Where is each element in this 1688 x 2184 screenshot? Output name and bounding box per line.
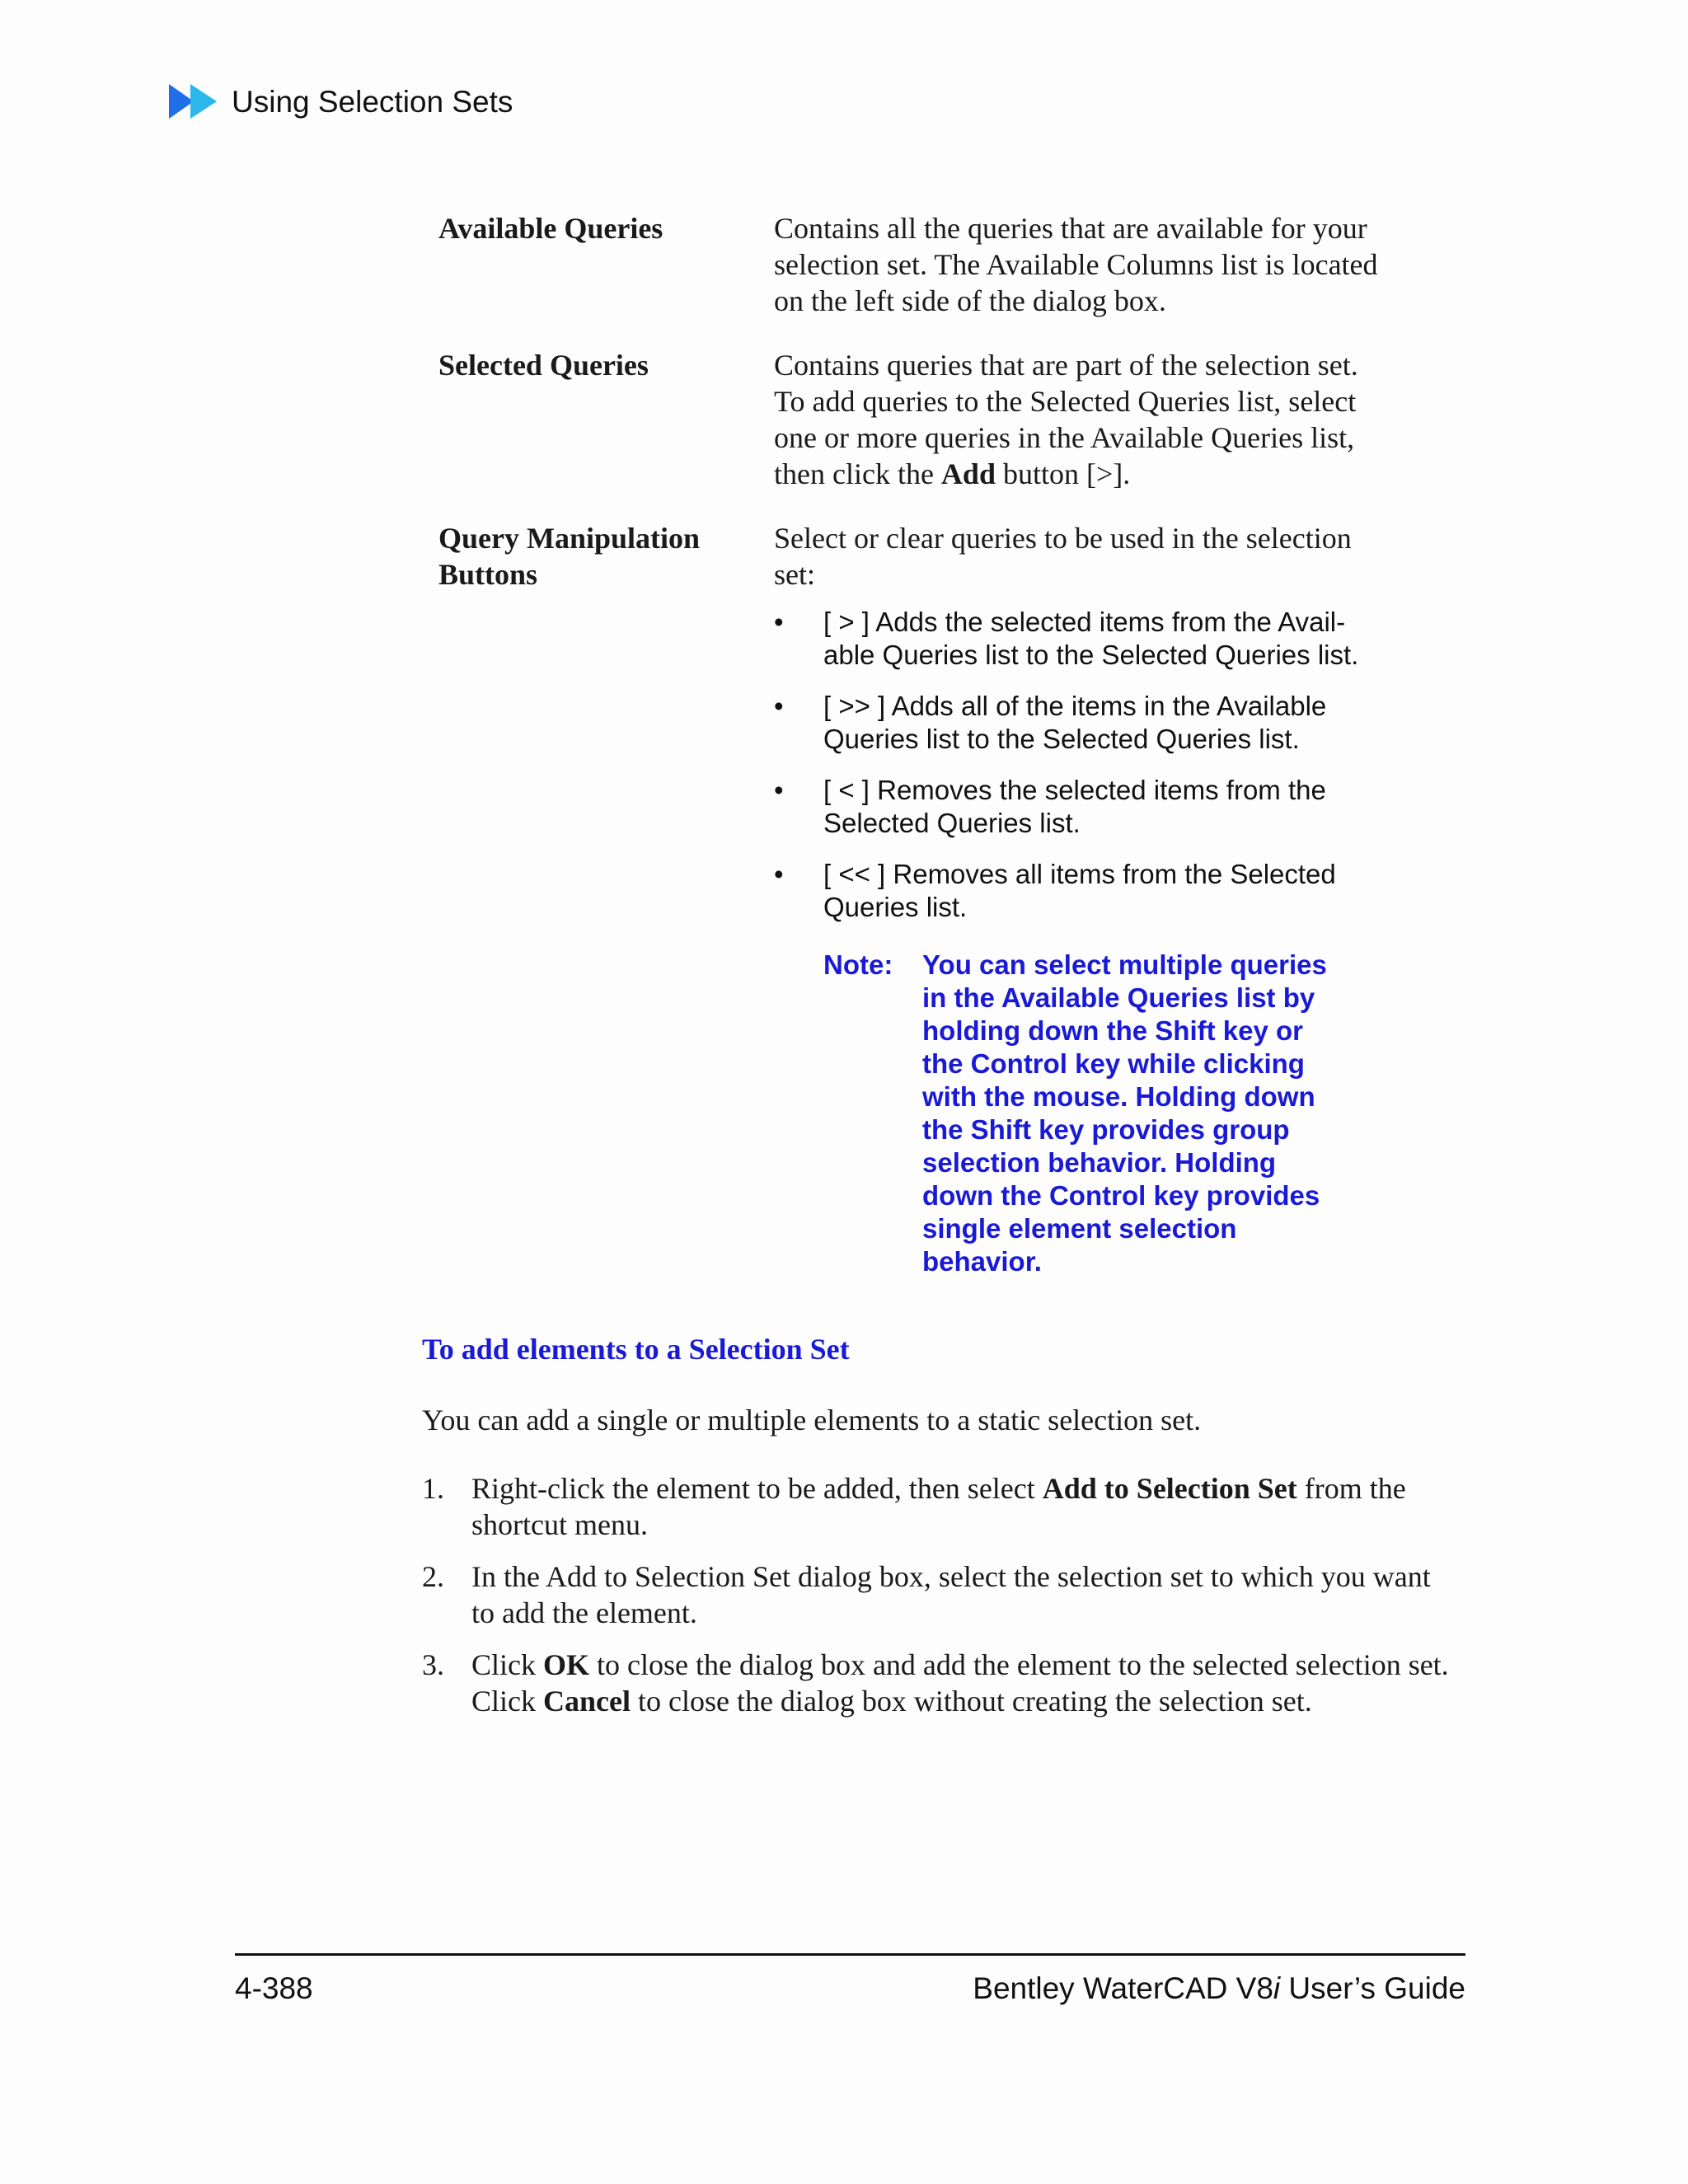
description-text: Select or clear queries to be used in the selection set:: [774, 522, 1352, 591]
list-item: [774, 690, 1384, 756]
description-text: Contains all the queries that are available for your selection set. The Available Columns list is located on the left side of the dialog box.: [774, 212, 1378, 317]
text-run: to close the dialog box without creating the selection set.: [630, 1685, 1312, 1718]
definition-table: [438, 210, 1395, 1306]
page-number: 4-388: [235, 1971, 313, 2005]
text-run: Click: [471, 1648, 543, 1681]
list-item: [774, 858, 1384, 924]
page-header: [169, 84, 513, 119]
section-intro: You can add a single or multiple elements to a static selection set.: [422, 1404, 1202, 1436]
step-number: 3.: [422, 1648, 444, 1681]
description-available-queries: [774, 210, 1384, 319]
term-selected-queries: Selected Queries: [438, 349, 649, 382]
list-item: [774, 606, 1384, 672]
list-item-text: [ < ] Removes the selected items from the Selected Queries list.: [823, 775, 1326, 838]
bullet-icon: •: [774, 859, 784, 889]
bold-text: Add: [940, 457, 996, 490]
text-run: Contains queries that are part of the selection set. To add queries to the Selected Queries list, select one or more queries in the Available Queries list, then click the: [774, 349, 1358, 490]
guide-title-italic: i: [1273, 1971, 1281, 2005]
step-text: [471, 1470, 1461, 1543]
list-item: [774, 774, 1384, 840]
bullet-icon: •: [774, 691, 784, 721]
note-text: You can select multiple queries in the Available Queries list by holding down the Shift key or the Control key while clicking with the mouse. Holding down the Shift key provides group selection behavior. Holding down the Control key provides single element selection behavior.: [922, 949, 1327, 1277]
list-item-text: [ > ] Adds the selected items from the Avail-able Queries list to the Selected Queries list.: [823, 607, 1359, 670]
bullet-list: [774, 606, 1384, 924]
description-query-manipulation: [774, 520, 1384, 1278]
term-query-manipulation-buttons: Query Manipulation Buttons: [438, 522, 701, 591]
guide-title-text: Bentley WaterCAD V8: [973, 1971, 1273, 2005]
definition-row: [438, 520, 1395, 1278]
step-list: [422, 1470, 1461, 1735]
description-selected-queries: [774, 347, 1384, 492]
note-label: Note:: [823, 949, 893, 980]
step-item: [422, 1470, 1461, 1543]
header-title: Using Selection Sets: [232, 84, 513, 119]
text-run: to close the dialog box and add the element to the selected selection set. Click: [471, 1648, 1449, 1718]
list-item-text: [ << ] Removes all items from the Selected Queries list.: [823, 859, 1336, 922]
double-arrow-icon: [169, 84, 220, 119]
bullet-icon: •: [774, 775, 784, 805]
step-text: In the Add to Selection Set dialog box, select the selection set to which you want to add the element.: [471, 1560, 1431, 1629]
step-item: [422, 1558, 1461, 1631]
section-heading: To add elements to a Selection Set: [422, 1333, 850, 1366]
step-number: 2.: [422, 1560, 444, 1593]
step-number: 1.: [422, 1472, 444, 1505]
bold-text: OK: [543, 1648, 590, 1681]
text-run: Right-click the element to be added, then select: [471, 1472, 1043, 1505]
definition-row: [438, 210, 1395, 319]
list-item-text: [ >> ] Adds all of the items in the Available Queries list to the Selected Queries list.: [823, 691, 1327, 754]
term-available-queries: Available Queries: [438, 212, 663, 245]
text-run: from the shortcut menu.: [471, 1472, 1406, 1541]
bullet-icon: •: [774, 607, 784, 637]
bold-text: Cancel: [543, 1685, 631, 1718]
step-text: [471, 1647, 1461, 1719]
guide-title-text: User’s Guide: [1280, 1971, 1465, 2005]
description-text: [774, 347, 1384, 492]
guide-title: [973, 1971, 1465, 2006]
text-run: button [>].: [995, 457, 1131, 490]
footer-divider: [235, 1953, 1465, 1956]
note-box: [823, 949, 1384, 1278]
step-item: [422, 1647, 1461, 1719]
bold-text: Add to Selection Set: [1042, 1472, 1297, 1505]
definition-row: [438, 347, 1395, 492]
